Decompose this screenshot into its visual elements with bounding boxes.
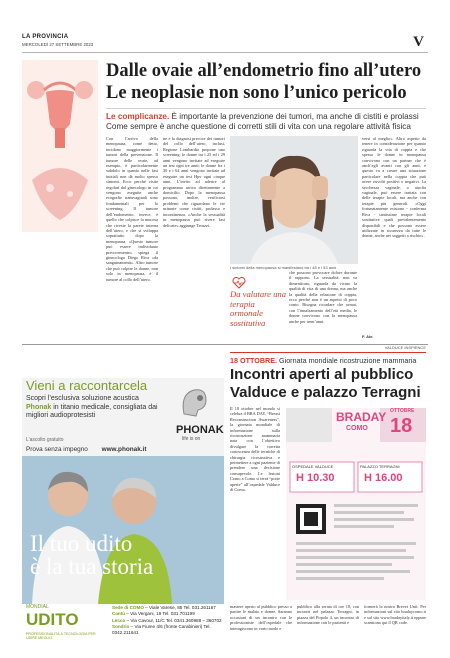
subhead-lead: Le complicanze. bbox=[106, 112, 170, 121]
article-author: F. Ale. bbox=[362, 334, 374, 339]
photo-caption: I sintomi della menopausa si manifestano tra i 48 e i 53 anni bbox=[230, 265, 337, 270]
poster-title: BRADAY bbox=[336, 410, 387, 424]
poster-time-2: H 16.00 bbox=[364, 472, 403, 484]
poster-date: 18 bbox=[390, 415, 413, 437]
ad-footer bbox=[22, 604, 224, 650]
ad-address-line bbox=[112, 624, 224, 637]
article-column-2: ne e la diagnosi precoce dei tumori del collo dell’utero, inclusi, Regione Lombardia propone uno screening: le donne tra i 25 ed i 29 anni vengono invitate ad eseguire un test ogni tre anni; le donne fra i 30 e i 64 anni vengono invitate ad eseguire un test Hpv ogni cinque anni. L’invito ad aderire al programma arriva direttamente a domicilio. Dopo la menopausa possono, inoltre, verificarsi problemi che riguardano le vie urinarie come cistiti, prolasso e incontinenza. «Anche la sessualità in menopausa può rivere fasi delicate» aggiunge Teruzzi. bbox=[163, 136, 225, 228]
hearing-aid-icon bbox=[176, 384, 212, 420]
poster-time-1: H 10.30 bbox=[296, 472, 335, 484]
ad-logo: UDITO bbox=[26, 610, 79, 629]
ad-brand: PHONAK bbox=[176, 424, 224, 436]
poster-city: COMO bbox=[346, 425, 368, 432]
ad-logo-sub: MONDIAL bbox=[26, 604, 49, 610]
ad-brand-tagline: life is on bbox=[182, 436, 201, 442]
ad-free-note: L’ascolto gratuito bbox=[26, 437, 64, 443]
article-subhead bbox=[106, 112, 426, 132]
pull-quote: Da valutare una terapia ormonale sostitutiva bbox=[230, 289, 287, 328]
event-bottom-columns bbox=[230, 604, 426, 648]
article-column-3: che possono provocare dolore durante il rapporto. La sessualità, non va dimenticato, riguarda da vicino la qualità di vita di una donna, ma anche la qualità della relazione di coppia, ecco perché non è un aspetto di poco conto. Bisogna ricordare che ormai, con l’innalzamento dell’età media, le donne convivono con la menopausa anche per trent’anni. bbox=[289, 270, 357, 324]
woman-headache-photo bbox=[230, 136, 358, 264]
address-text: – Via Cavour, 11/C Tel. 0341.360988 – 360702 bbox=[125, 617, 222, 623]
uterus-icon bbox=[22, 60, 98, 232]
ad-web-url[interactable]: www.phonak.it bbox=[101, 446, 147, 453]
ad-slogan-line-2: è la tua storia bbox=[30, 554, 154, 579]
uterus-illustration bbox=[22, 60, 98, 232]
hearing-aid-advertisement bbox=[22, 378, 224, 650]
ad-copy bbox=[26, 395, 176, 421]
ad-logo-tagline: PROFESSIONALITÀ & TECNOLOGIA PER UDIRE MEGLIO bbox=[26, 632, 96, 640]
kicker-text: Giornata mondiale ricostruzione mammaria bbox=[279, 356, 417, 365]
ad-couple-photo bbox=[22, 456, 224, 604]
headline-line-1: Dalle ovaie all’endometrio fino all’utero bbox=[106, 61, 422, 81]
event-column-1: Il 18 ottobre nel mondo si celebra il BRA DAY, “Breast Reconstruction Awareness”, la giornata mondiale di informazione sulla ricostruzione mammaria nata con l’obiettivo divulgare la corretta conoscenza delle tecniche di chirurgia ricostruttiva e permettere a ogni paziente di prendere una decisione consapevole. Le lesioni Como a Como si terrà “porte aperte” all’ospedale Valduce di Como. bbox=[230, 406, 280, 493]
event-kicker bbox=[230, 356, 426, 365]
subhead-divider bbox=[106, 108, 426, 109]
braday-poster bbox=[286, 408, 426, 600]
newspaper-name: LA PROVINCIA bbox=[22, 34, 69, 40]
ad-web-line bbox=[26, 446, 156, 453]
section-divider bbox=[22, 344, 428, 345]
address-label: Lecco bbox=[112, 617, 126, 623]
address-text: – Via Vergani, 19 Tel. 031.701199 bbox=[125, 611, 195, 617]
address-label: Sede di COMO bbox=[112, 605, 144, 610]
kicker-rule bbox=[230, 352, 426, 353]
address-label: Sondrio bbox=[112, 623, 130, 629]
couple-photo-illustration bbox=[22, 456, 224, 604]
section-tag: VALDUCE INSPIENCE bbox=[384, 345, 426, 350]
ad-web-label: Prova senza impegno bbox=[26, 446, 88, 453]
ad-addresses bbox=[112, 605, 224, 636]
event-column-4: formerà la nostra Brevet Unit. Per informazioni sul sito bradaycomo.it e sul sito www.bradayitaly.it oppure scansiona qui il QR code. bbox=[364, 604, 426, 626]
ad-copy-brand: Phonak bbox=[26, 403, 52, 411]
address-label: Cantù bbox=[112, 611, 126, 617]
woman-photo-illustration bbox=[230, 136, 358, 264]
subhead-text: È importante la prevenzione dei tumori, ma anche di cistiti e prolassi Come sempre è anche questione di corretti stili di vita con una regolare attività fisica bbox=[106, 112, 419, 131]
page-letter: V bbox=[413, 34, 424, 50]
article-column-1: Con l’arrivo della menopausa, come detto, incidono maggiormente i tumori della prevenzione. Il tumore delle ovaie, ad esempio, è particolarmente subdolo in quanto nelle fasi iniziali non dà molto spesso sintomi. Ecco perché visite regolari dal ginecologo in cui vengono eseguite anche ecografie transvaginali sono fondamentali per lo screening. Il tumore dell’endometrio, invece, è quello che colpisce la mucosa che riveste la parete interna dell’utero, e che si sviluppa soprattutto dopo la menopausa. «Questo tumore può essere individuato precocemente» spiega il ginecologo Diego Riva «da sanguinamenti». Altro tumore che può colpire le donne, non solo in menopausa, è il tumore al collo dell’utero. bbox=[106, 136, 158, 282]
ad-slogan bbox=[30, 532, 220, 578]
ad-slogan-line-1: Il tuo udito bbox=[30, 531, 133, 556]
poster-place-2: PALAZZO TERRAGNI bbox=[360, 464, 400, 469]
address-text: – Via Fiume 4/6 (fronte Carabinieri) Tel. 0342.211641 bbox=[112, 623, 211, 636]
event-headline-line-2: Valduce e palazzo Terragni bbox=[230, 384, 421, 401]
kicker-date: 18 OTTOBRE. bbox=[230, 356, 277, 365]
ad-copy-rest: in titanio medicale, consigliata dai migliori audioprotesisti bbox=[26, 403, 158, 419]
ad-copy-line-1: Scopri l’esclusiva soluzione acustica bbox=[26, 395, 139, 402]
top-divider bbox=[22, 52, 428, 53]
address-text: – Viale Varese, 85 Tel. 031.261167 bbox=[143, 605, 216, 610]
headline-line-2: Le neoplasie non sono l’unico pericolo bbox=[106, 83, 407, 103]
event-column-2: mastere aperto al pubblico presso a partire le malato e donne. Saranno occasioni di un incontro con le professioniste dell’ospedale che interagiscono in vario modo e bbox=[230, 604, 292, 631]
article-column-4: versi al meglio». Altro aspetto da tenere in considerazione per quanto riguarda la vita di coppia e che spesso le donne in menopausa convivono con un partner che è anch’egli avanti con gli anni, e questo va a creare una situazione particolare nella coppia che può avere risvolti positivi o negativi. La secchezza vaginale, o atrofia vaginale, può essere trattata con delle terapie locali, ma anche con terapie più generali. «Oggi fortunatamente esistono - conferma Riva - tantissime terapie locali sostitutive quali prevalentemente disponibili e che possono essere utilizzate in sicurezza da tutte le donne, anche nei soggetti a rischio». bbox=[362, 136, 426, 239]
event-headline bbox=[230, 366, 426, 402]
event-column-3: pubblico alla serata di ore 18, con incontri nel palazzo Terragni, in piazza del Popolo 4, un incontro di informazione con le pazienti e bbox=[297, 604, 359, 626]
article-headline bbox=[106, 60, 426, 104]
event-headline-line-1: Incontri aperti al pubblico bbox=[230, 366, 414, 383]
ad-title: Vieni a raccontarcela bbox=[26, 378, 148, 393]
ad-copy-line-2 bbox=[26, 404, 176, 421]
poster-month: OTTOBRE bbox=[390, 408, 415, 414]
issue-date: MERCOLEDÌ 27 SETTEMBRE 2023 bbox=[22, 42, 94, 47]
poster-place-1: OSPEDALE VALDUCE bbox=[292, 464, 334, 469]
